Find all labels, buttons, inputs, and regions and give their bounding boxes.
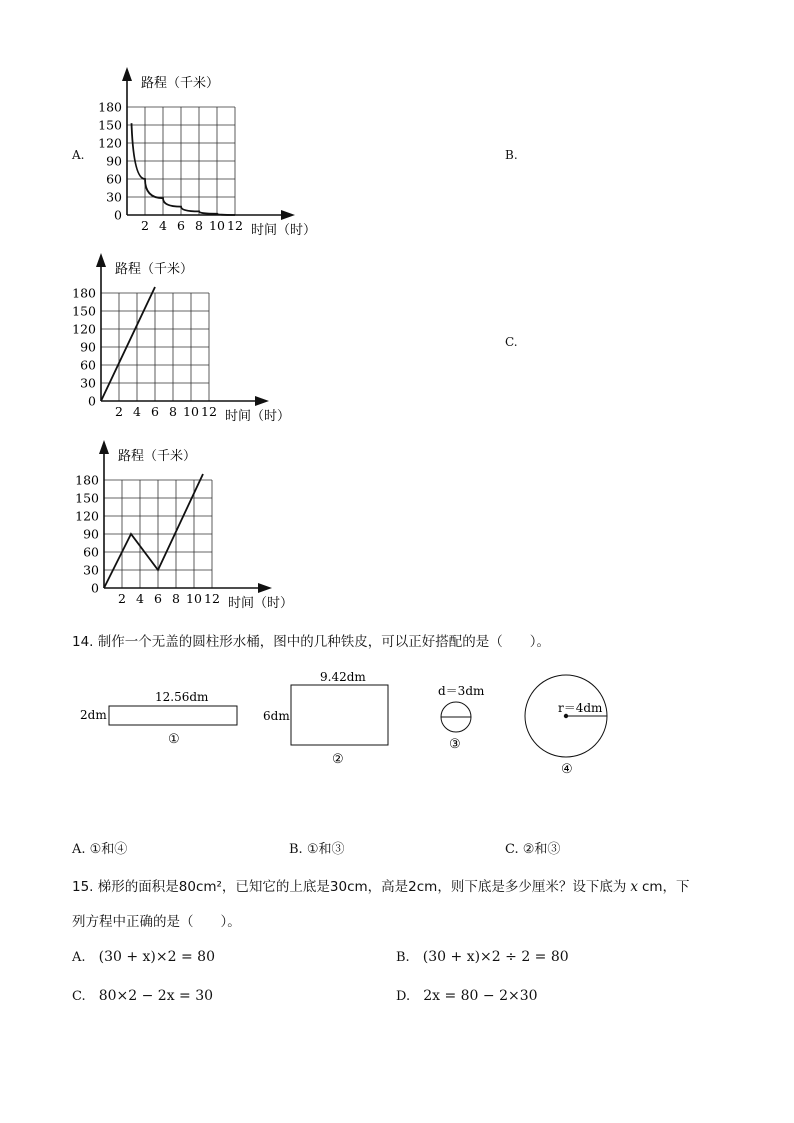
- q15-option-c-label: C.: [72, 989, 86, 1004]
- q15-variable: x: [630, 879, 638, 895]
- fig2-height-label: 6dm: [263, 709, 290, 723]
- x-tick-label: 6: [151, 404, 159, 419]
- y-tick-label: 120: [75, 508, 99, 524]
- x-axis-title: 时间（时）: [228, 596, 294, 611]
- x-tick-label: 6: [154, 591, 162, 606]
- y-tick-label: 150: [98, 117, 122, 133]
- option-b-label: B.: [505, 148, 518, 162]
- y-tick-label: 30: [80, 375, 96, 391]
- y-axis-arrow: [99, 440, 109, 454]
- x-tick-label: 8: [172, 591, 180, 606]
- y-tick-label: 30: [106, 189, 122, 205]
- y-axis-title: 路程（千米）: [118, 449, 197, 464]
- y-tick-label: 150: [72, 303, 96, 319]
- x-tick-label: 12: [201, 404, 217, 419]
- x-axis-arrow: [255, 396, 269, 406]
- q15-option-b-label: B.: [396, 950, 410, 965]
- fig2-number: ②: [332, 752, 344, 767]
- question-14-text: 14. 制作一个无盖的圆柱形水桶，图中的几种铁皮，可以正好搭配的是（ ）。: [72, 634, 551, 650]
- q15-option-d-expr: 2x = 80 − 2×30: [423, 988, 538, 1004]
- x-tick-label: 2: [141, 218, 149, 233]
- series-line: [101, 287, 155, 401]
- q15-unit-tail: cm，下: [641, 879, 690, 895]
- y-axis-arrow: [122, 67, 132, 81]
- y-tick-label: 90: [83, 526, 99, 542]
- y-tick-label: 0: [114, 207, 122, 223]
- x-tick-label: 4: [133, 404, 141, 419]
- x-tick-label: 10: [209, 218, 225, 233]
- x-tick-label: 8: [169, 404, 177, 419]
- x-tick-label: 4: [136, 591, 144, 606]
- x-tick-label: 6: [177, 218, 185, 233]
- x-tick-label: 12: [204, 591, 220, 606]
- y-axis-arrow: [96, 253, 106, 267]
- y-tick-label: 180: [75, 472, 99, 488]
- q14-option-c: C. ②和③: [505, 842, 561, 857]
- x-tick-label: 10: [186, 591, 202, 606]
- chart-b: [72, 253, 290, 424]
- y-axis-title: 路程（千米）: [115, 262, 194, 277]
- fig2-rectangle: [291, 685, 388, 745]
- chart-c: [75, 440, 293, 611]
- x-tick-label: 12: [227, 218, 243, 233]
- q15-option-d: [396, 985, 538, 1004]
- x-axis-arrow: [281, 210, 295, 220]
- series-line: [104, 474, 203, 588]
- fig1-rectangle: [109, 706, 237, 725]
- y-tick-label: 0: [88, 393, 96, 409]
- y-tick-label: 120: [98, 135, 122, 151]
- x-tick-label: 10: [183, 404, 199, 419]
- chart-a: [98, 67, 316, 238]
- y-tick-label: 150: [75, 490, 99, 506]
- question-15-line1: [72, 875, 690, 895]
- fig2-width-label: 9.42dm: [320, 670, 366, 684]
- q15-option-a-label: A.: [72, 950, 86, 965]
- q15-option-c-expr: 80×2 − 2x = 30: [98, 988, 214, 1004]
- y-tick-label: 120: [72, 321, 96, 337]
- q14-figures: [0, 660, 794, 790]
- y-tick-label: 60: [106, 171, 122, 187]
- question-15-line2: 列方程中正确的是（ ）。: [72, 914, 241, 930]
- y-tick-label: 90: [80, 339, 96, 355]
- x-tick-label: 8: [195, 218, 203, 233]
- q15-line1-text: 15. 梯形的面积是80cm²，已知它的上底是30cm，高是2cm，则下底是多少厘米？设下底为: [72, 879, 627, 895]
- y-axis-title: 路程（千米）: [141, 76, 220, 91]
- q15-option-b-expr: (30 + x)×2 ÷ 2 = 80: [422, 949, 569, 965]
- y-tick-label: 60: [80, 357, 96, 373]
- q15-option-c: [72, 985, 213, 1004]
- fig1-number: ①: [168, 732, 180, 747]
- q14-option-a: A. ①和④: [72, 842, 128, 857]
- x-tick-label: 4: [159, 218, 167, 233]
- fig3-number: ③: [449, 737, 461, 752]
- fig1-height-label: 2dm: [80, 708, 107, 722]
- y-tick-label: 180: [72, 285, 96, 301]
- fig4-number: ④: [561, 762, 573, 777]
- option-c-label: C.: [505, 335, 518, 349]
- fig4-label: r＝4dm: [558, 701, 603, 715]
- fig3-label: d＝3dm: [438, 684, 485, 698]
- option-a-label: A.: [72, 148, 85, 162]
- y-tick-label: 60: [83, 544, 99, 560]
- y-tick-label: 0: [91, 580, 99, 596]
- x-tick-label: 2: [115, 404, 123, 419]
- q15-option-a-expr: (30 + x)×2 = 80: [98, 949, 215, 965]
- y-tick-label: 180: [98, 99, 122, 115]
- fig1-width-label: 12.56dm: [155, 690, 209, 704]
- q15-option-b: [396, 946, 569, 965]
- x-axis-title: 时间（时）: [251, 223, 317, 238]
- q15-option-d-label: D.: [396, 989, 411, 1004]
- y-tick-label: 30: [83, 562, 99, 578]
- x-axis-title: 时间（时）: [225, 409, 291, 424]
- series-line: [132, 123, 236, 215]
- x-axis-arrow: [258, 583, 272, 593]
- q14-option-b: B. ①和③: [289, 842, 345, 857]
- y-tick-label: 90: [106, 153, 122, 169]
- x-tick-label: 2: [118, 591, 126, 606]
- q15-option-a: [72, 946, 215, 965]
